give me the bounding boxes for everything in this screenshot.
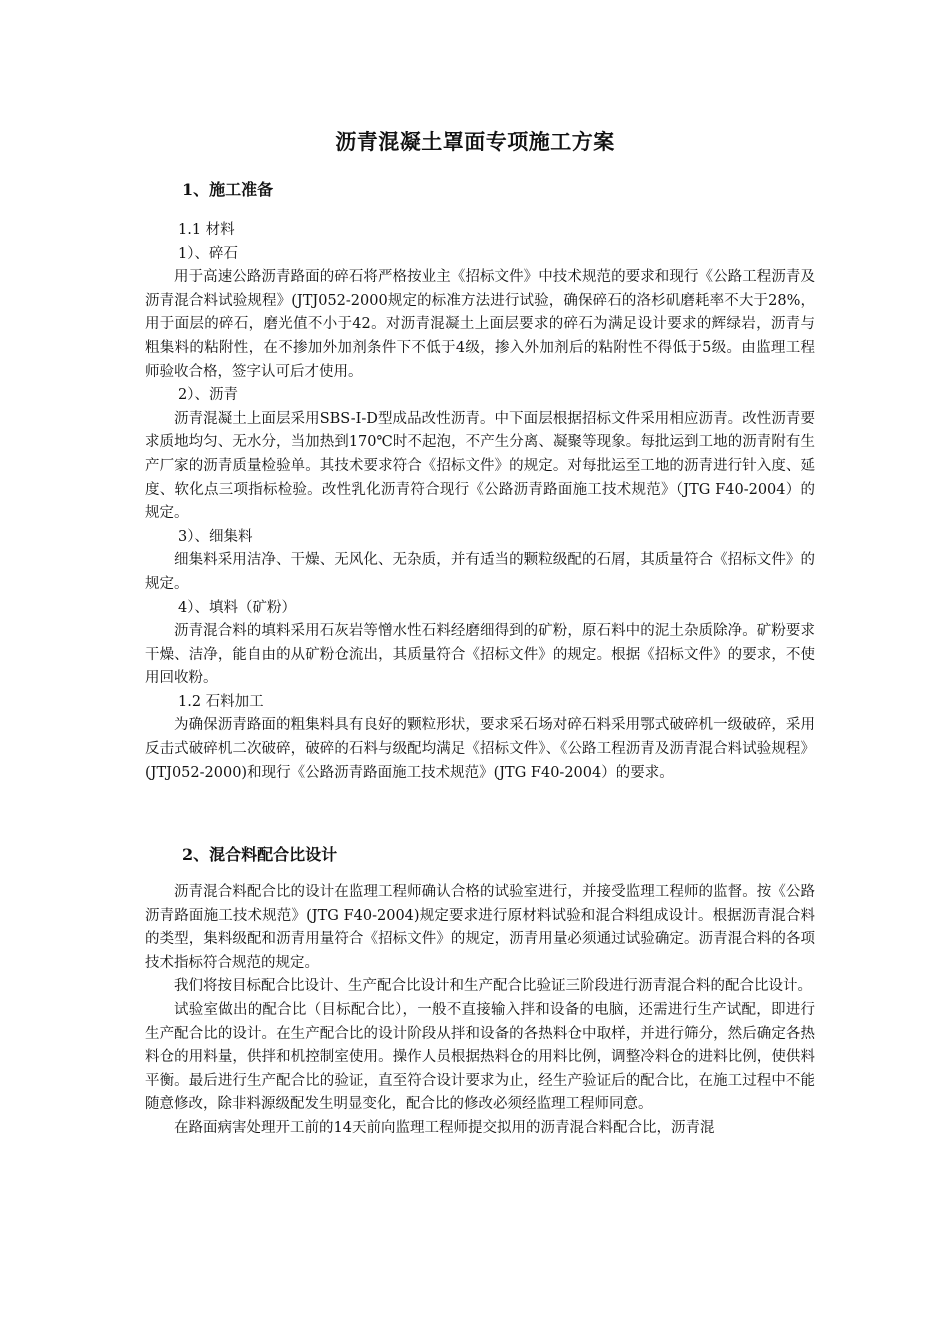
section-2-body xyxy=(145,881,815,1141)
subsection-1-2-paragraph: 为确保沥青路面的粗集料具有良好的颗粒形状，要求采石场对碎石料采用鄂式破碎机一级破碎，采用反击式破碎机二次破碎，破碎的石料与级配均满足《招标文件》、《公路工程沥青及沥青混合料试验规程》(JTJ052-2000)和现行《公路沥青路面施工技术规范》(JTG F40-2004）的要求。 xyxy=(145,717,815,781)
section-1-body xyxy=(145,219,815,785)
item-2-paragraph: 沥青混凝土上面层采用SBS-I-D型成品改性沥青。中下面层根据招标文件采用相应沥青。改性沥青要求质地均匀、无水分，当加热到170℃时不起泡，不产生分离、凝聚等现象。每批运到工地的沥青附有生产厂家的沥青质量检验单。其技术要求符合《招标文件》的规定。对每批运至工地的沥青进行针入度、延度、软化点三项指标检验。改性乳化沥青符合现行《公路沥青路面施工技术规范》（JTG F40-2004）的规定。 xyxy=(145,410,815,522)
item-3-label: 3）、细集料 xyxy=(178,528,253,545)
document-title: 沥青混凝土罩面专项施工方案 xyxy=(335,129,615,154)
section-2-paragraph-3: 试验室做出的配合比（目标配合比），一般不直接输入拌和设备的电脑，还需进行生产试配，即进行生产配合比的设计。在生产配合比的设计阶段从拌和设备的各热料仓中取样，并进行筛分，然后确定各热料仓的用料量，供拌和机控制室使用。操作人员根据热料仓的用料比例，调整冷料仓的进料比例，使供料平衡。最后进行生产配合比的验证，直至符合设计要求为止，经生产验证后的配合比，在施工过程中不能随意修改，除非料源级配发生明显变化，配合比的修改必须经监理工程师同意。 xyxy=(145,1001,815,1113)
section-1-heading: 1、施工准备 xyxy=(182,180,274,199)
item-4-label: 4）、填料（矿粉） xyxy=(178,599,296,616)
subsection-1-2-title: 1.2 石料加工 xyxy=(178,693,264,710)
section-2-heading: 2、混合料配合比设计 xyxy=(182,845,338,864)
item-1-paragraph: 用于高速公路沥青路面的碎石将严格按业主《招标文件》中技术规范的要求和现行《公路工程沥青及沥青混合料试验规程》(JTJ052-2000规定的标准方法进行试验，确保碎石的洛杉矶磨耗率不大于28%，用于面层的碎石，磨光值不小于42。对沥青混凝土上面层要求的碎石为满足设计要求的辉绿岩，沥青与粗集料的粘附性，在不掺加外加剂条件下不低于4级，掺入外加剂后的粘附性不得低于5级。由监理工程师验收合格，签字认可后才使用。 xyxy=(145,269,815,380)
section-2-paragraph-4: 在路面病害处理开工前的14天前向监理工程师提交拟用的沥青混合料配合比，沥青混 xyxy=(174,1119,715,1136)
item-3-paragraph: 细集料采用洁净、干燥、无风化、无杂质，并有适当的颗粒级配的石屑，其质量符合《招标文件》的规定。 xyxy=(145,552,815,592)
subsection-1-1-title: 1.1 材料 xyxy=(178,222,235,238)
section-2-paragraph-1: 沥青混合料配合比的设计在监理工程师确认合格的试验室进行，并接受监理工程师的监督。按《公路沥青路面施工技术规范》(JTG F40-2004)规定要求进行原材料试验和混合料组成设计。根据沥青混合料的类型，集料级配和沥青用量符合《招标文件》的规定，沥青用量必须通过试验确定。沥青混合料的各项技术指标符合规范的规定。 xyxy=(145,884,815,971)
item-1-label: 1）、碎石 xyxy=(178,245,238,262)
item-4-paragraph: 沥青混合料的填料采用石灰岩等憎水性石料经磨细得到的矿粉，原石料中的泥土杂质除净。矿粉要求干燥、洁净，能自由的从矿粉仓流出，其质量符合《招标文件》的规定。根据《招标文件》的要求，不使用回收粉。 xyxy=(145,623,815,687)
section-2-paragraph-2: 我们将按目标配合比设计、生产配合比设计和生产配合比验证三阶段进行沥青混合料的配合比设计。 xyxy=(174,978,812,995)
item-2-label: 2）、沥青 xyxy=(178,387,238,404)
